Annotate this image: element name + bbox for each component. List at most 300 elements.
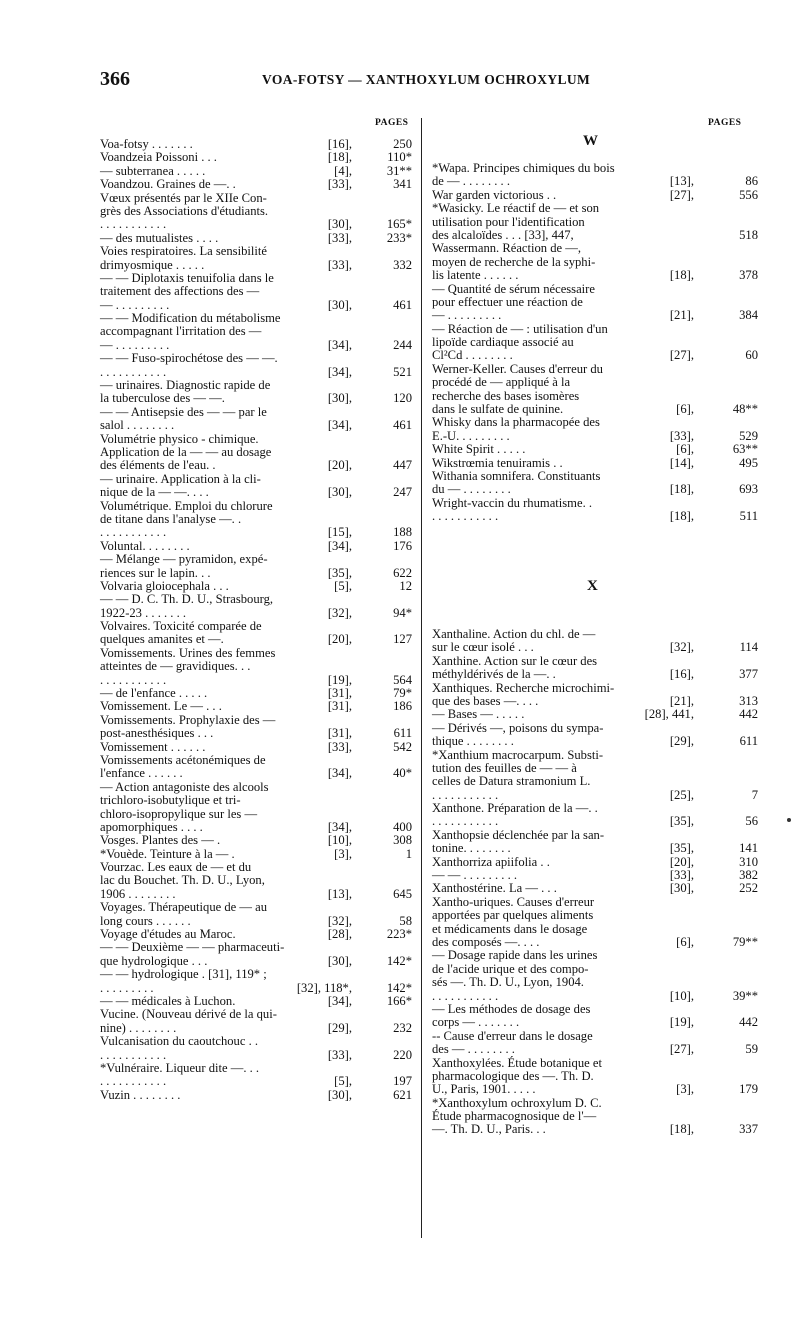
index-line (432, 1015, 758, 1030)
index-text: — . . . . . . . . . (100, 337, 170, 352)
index-text: . . . . . . . . . . . (100, 672, 167, 687)
index-text: apportées par quelques aliments (432, 908, 594, 923)
index-line (100, 339, 410, 352)
index-line (432, 854, 758, 869)
index-line (432, 455, 758, 470)
index-text: Cl²Cd . . . . . . . . (432, 348, 513, 363)
index-text: Xanthoxylées. Étude botanique et (432, 1055, 602, 1070)
index-text: recherche des bases isomères (432, 388, 580, 403)
index-page: 247 (393, 485, 412, 500)
index-text: — Bases — . . . . . (432, 707, 525, 722)
index-line (100, 647, 410, 660)
index-ref: [35], (669, 814, 694, 829)
index-text: Werner-Keller. Causes d'erreur du (432, 361, 603, 376)
index-page: 611 (739, 734, 758, 749)
index-text: et médicaments dans le dosage (432, 921, 588, 936)
index-line (100, 392, 410, 405)
index-line (432, 428, 758, 443)
index-ref: [16], (669, 667, 694, 682)
index-page: 310 (739, 854, 758, 869)
index-line (100, 674, 410, 687)
index-line (100, 178, 410, 191)
index-page: 179 (739, 1082, 758, 1097)
index-ref: [27], (669, 1042, 694, 1057)
index-ref: [19], (327, 672, 352, 687)
running-head: VOA-FOTSY — XANTHOXYLUM OCHROXYLUM (262, 72, 591, 87)
index-text: corps — . . . . . . . (432, 1015, 520, 1030)
index-line (432, 775, 752, 788)
index-text: War garden victorious . . (432, 187, 557, 202)
index-line (432, 296, 752, 309)
index-line (100, 794, 410, 807)
index-line (100, 1089, 410, 1102)
index-text: Voandzeia Poissoni . . . (100, 150, 217, 165)
index-line (100, 500, 410, 513)
index-text: Vuzin . . . . . . . . (100, 1087, 181, 1102)
index-ref: [33], (327, 230, 352, 245)
index-line (100, 941, 410, 954)
index-text: Xanthaline. Action du chl. de — (432, 627, 596, 641)
index-line (100, 205, 410, 218)
index-line (100, 513, 410, 526)
index-text: — Réaction de — : utilisation d'un (432, 321, 608, 336)
index-text: trichloro-isobutylique et tri- (100, 793, 241, 808)
index-line (100, 245, 410, 258)
index-line (100, 192, 410, 205)
index-page: 176 (393, 538, 412, 553)
index-text: long cours . . . . . . (100, 913, 191, 928)
index-ref: [30], (327, 391, 352, 406)
index-line (100, 138, 410, 151)
index-text: Vucine. (Nouveau dérivé de la qui- (100, 1007, 277, 1022)
index-page: 165* (386, 217, 412, 232)
index-page: 79* (393, 686, 412, 701)
index-line (100, 580, 410, 593)
index-ref: [32], (327, 605, 352, 620)
index-line (432, 442, 758, 457)
index-line (432, 667, 758, 682)
index-text: Vourzac. Les eaux de — et du (100, 860, 252, 875)
index-line (100, 540, 410, 553)
index-text: thique . . . . . . . . (432, 734, 514, 749)
index-line (100, 995, 410, 1008)
index-page: 244 (393, 337, 412, 352)
index-text: *Wapa. Principes chimiques du bois (432, 161, 615, 175)
index-line (100, 834, 410, 847)
index-line (100, 312, 410, 325)
index-page: 400 (393, 819, 412, 834)
index-page: 313 (739, 693, 758, 708)
index-text: — — Modification du métabolisme (100, 311, 281, 326)
index-ref: [10], (327, 833, 352, 848)
index-page: 233* (386, 230, 412, 245)
index-line (432, 216, 752, 229)
index-text: des éléments de l'eau. . (100, 458, 216, 473)
index-text: E.-U. . . . . . . . . (432, 428, 510, 443)
index-text: — urinaire. Application à la cli- (100, 471, 261, 486)
index-line (432, 693, 758, 708)
index-ref: [6], (676, 402, 694, 417)
index-page: 1 (405, 846, 412, 861)
index-text: — — médicales à Luchon. (100, 994, 236, 1008)
index-line (100, 218, 410, 231)
index-ref: [33], (669, 428, 694, 443)
index-text: 1906 . . . . . . . . (100, 886, 176, 901)
index-text: drimyosmique . . . . . (100, 257, 205, 272)
index-text: de — . . . . . . . . (432, 174, 511, 189)
index-line (432, 227, 758, 242)
index-ref: [29], (669, 734, 694, 749)
index-text: . . . . . . . . . . . (432, 988, 499, 1003)
index-line (432, 363, 752, 376)
index-ref: [28], (327, 927, 352, 942)
index-ref: [19], (669, 1015, 694, 1030)
index-text: pharmacologique des —. Th. D. (432, 1068, 594, 1083)
index-text: Wikstrœmia tenuiramis . . (432, 455, 563, 470)
index-text: *Wasicky. Le réactif de — et son (432, 201, 600, 216)
index-text: . . . . . . . . . . . (432, 509, 499, 524)
index-text: Wright-vaccin du rhumatisme. . (432, 495, 593, 510)
index-ref: [5], (334, 1074, 352, 1089)
index-text: Vosges. Plantes des — . (100, 833, 221, 848)
index-text: Xanthorriza apiifolia . . (432, 854, 550, 869)
index-ref: [31], (327, 726, 352, 741)
margin-dot (787, 818, 791, 822)
index-ref: [35], (669, 841, 694, 856)
index-ref: [13], (327, 886, 352, 901)
index-ref: [14], (669, 455, 694, 470)
index-text: lis latente . . . . . . (432, 268, 519, 283)
index-ref: [30], (327, 1087, 352, 1102)
index-text: Xanthone. Préparation de la —. . (432, 801, 598, 816)
index-text: — — . . . . . . . . . (432, 868, 518, 883)
index-line (432, 976, 752, 989)
index-line (432, 162, 752, 175)
index-page: 7 (751, 787, 758, 802)
index-line (432, 881, 758, 896)
index-line (432, 174, 758, 189)
index-text: tonine. . . . . . . . (432, 841, 511, 856)
index-text: 1922-23 . . . . . . . (100, 605, 187, 620)
index-line (100, 861, 410, 874)
index-text: Volvaria gloiocephala . . . (100, 578, 229, 593)
index-page: 110* (387, 150, 412, 165)
index-ref: [6], (676, 442, 694, 457)
index-line (100, 1049, 410, 1062)
index-page: 252 (739, 881, 758, 896)
index-text: sur le cœur isolé . . . (432, 640, 534, 655)
index-line (432, 242, 752, 255)
index-line (100, 593, 410, 606)
index-text: U., Paris, 1901. . . . . (432, 1082, 536, 1097)
index-line (432, 1003, 752, 1016)
index-text: — des mutualistes . . . . (100, 230, 219, 245)
index-line (100, 955, 410, 968)
index-text: tution des feuilles de — — à (432, 760, 577, 775)
index-line (100, 968, 410, 981)
index-line (100, 741, 410, 754)
index-page: 461 (393, 418, 412, 433)
index-page: 232 (393, 1020, 412, 1035)
index-text: lipoïde cardiaque associé au (432, 335, 574, 350)
pages-label-left: PAGES (375, 118, 409, 128)
index-line (100, 473, 410, 486)
index-ref: [30], (327, 485, 352, 500)
index-text: moyen de recherche de la syphi- (432, 254, 596, 269)
index-text: — — D. C. Th. D. U., Strasbourg, (100, 592, 274, 607)
index-text: traitement des affections des — (100, 284, 260, 299)
w-entries (432, 161, 758, 524)
index-ref: [27], (669, 187, 694, 202)
index-text: — Les méthodes de dosage des (432, 1001, 591, 1016)
index-ref: [33], (327, 739, 352, 754)
index-ref: [30], (669, 881, 694, 896)
column-divider (421, 118, 422, 1238)
index-line (100, 406, 410, 419)
index-text: Voluntal. . . . . . . . (100, 538, 190, 553)
index-line (100, 687, 410, 700)
index-page: 63** (732, 442, 758, 457)
index-page: 337 (739, 1122, 758, 1137)
index-text: Volvaires. Toxicité comparée de (100, 619, 262, 634)
index-line (100, 1035, 410, 1048)
index-text: utilisation pour l'identification (432, 214, 585, 229)
index-page: 86 (745, 174, 758, 189)
index-ref: [33], (327, 177, 352, 192)
index-text: Étude pharmacognosique de l'— (432, 1109, 597, 1124)
index-text: que des bases —. . . . (432, 693, 539, 708)
index-line (432, 814, 758, 829)
index-text: —. Th. D. U., Paris. . . (432, 1122, 546, 1137)
index-text: méthyldérivés de la —. . (432, 667, 556, 682)
index-line (100, 526, 410, 539)
index-page: 693 (739, 482, 758, 497)
index-line (432, 1030, 752, 1043)
index-text: salol . . . . . . . . (100, 418, 175, 433)
index-text: l'enfance . . . . . . (100, 766, 183, 781)
index-line (100, 607, 410, 620)
index-page: 79** (732, 934, 758, 949)
index-page: 542 (393, 739, 412, 754)
index-text: Withania somnifera. Constituants (432, 468, 601, 483)
index-line (100, 567, 410, 580)
index-text: grès des Associations d'étudiants. (100, 203, 269, 218)
index-line (432, 482, 758, 497)
index-text: nique de la — —. . . . (100, 485, 209, 500)
index-ref: [34], (327, 538, 352, 553)
index-page: 332 (393, 257, 412, 272)
index-line (100, 299, 410, 312)
index-text: Application de la — — au dosage (100, 444, 272, 459)
index-ref: [30], (327, 297, 352, 312)
index-text: Volumétrique. Emploi du chlorure (100, 498, 273, 513)
index-ref: [33], (327, 257, 352, 272)
index-ref: [31], (327, 699, 352, 714)
index-text: — de l'enfance . . . . . (100, 686, 208, 701)
index-line (100, 272, 410, 285)
index-page: 645 (393, 886, 412, 901)
index-text: que hydrologique . . . (100, 953, 208, 968)
index-line (432, 348, 758, 363)
left-entries (100, 138, 410, 1102)
index-text: Xanthine. Action sur le cœur des (432, 653, 598, 668)
index-text: Vomissements. Urines des femmes (100, 645, 276, 660)
index-page: 382 (739, 868, 758, 883)
index-page: 223* (386, 927, 412, 942)
index-ref: [20], (327, 458, 352, 473)
index-text: . . . . . . . . . . . (100, 217, 167, 232)
index-text: — Dosage rapide dans les urines (432, 948, 598, 963)
index-line (432, 1110, 752, 1123)
index-line (100, 660, 410, 673)
index-text: Volumétrie physico - chimique. (100, 431, 259, 446)
index-line (432, 722, 752, 735)
index-ref: [10], (669, 988, 694, 1003)
index-text: Voandzou. Graines de —. . (100, 177, 236, 192)
index-page: 621 (393, 1087, 412, 1102)
index-line (432, 283, 752, 296)
section-letter-w: W (583, 133, 598, 149)
index-text: procédé de — appliqué à la (432, 375, 571, 390)
index-text: — Quantité de sérum nécessaire (432, 281, 595, 296)
index-ref: [16], (327, 137, 352, 151)
index-page: 56 (745, 814, 758, 829)
index-page: 250 (393, 137, 412, 151)
index-page: 12 (399, 578, 412, 593)
index-line (432, 1097, 752, 1110)
index-page: 556 (739, 187, 758, 202)
index-line (100, 259, 410, 272)
index-page: 48** (732, 402, 758, 417)
index-text: riences sur le lapin. . . (100, 565, 211, 580)
index-text: Vulcanisation du caoutchouc . . (100, 1034, 259, 1049)
index-ref: [5], (334, 578, 352, 593)
index-text: Voyage d'études au Maroc. (100, 927, 236, 942)
index-line (432, 390, 752, 403)
index-line (100, 874, 410, 887)
index-ref: [20], (327, 632, 352, 647)
index-line (100, 1075, 410, 1088)
index-text: de titane dans l'analyse —. . (100, 511, 242, 526)
index-text: Vomissement. Le — . . . (100, 699, 222, 714)
index-line (100, 982, 410, 995)
index-line (100, 352, 410, 365)
index-text: Vœux présentés par le XIIe Con- (100, 190, 267, 205)
index-text: — . . . . . . . . . (100, 297, 170, 312)
index-text: la tuberculose des — —. (100, 391, 225, 406)
index-line (432, 256, 752, 269)
index-page: 186 (393, 699, 412, 714)
index-ref: [30], (327, 953, 352, 968)
index-line (432, 841, 758, 856)
index-line (432, 402, 758, 417)
index-line (100, 1008, 410, 1021)
index-line (100, 620, 410, 633)
index-text: Xanthopsie déclenchée par la san- (432, 827, 605, 842)
index-text: — urinaires. Diagnostic rapide de (100, 378, 271, 393)
index-text: nine) . . . . . . . . (100, 1020, 177, 1035)
page-number: 366 (100, 68, 130, 90)
index-text: post-anesthésiques . . . (100, 726, 214, 741)
index-line (432, 470, 752, 483)
index-line (432, 416, 752, 429)
section-letter-x: X (587, 578, 598, 594)
index-ref: [28], 441, (644, 707, 694, 722)
index-text: accompagnant l'irritation des — (100, 324, 262, 339)
index-line (432, 868, 758, 883)
index-page: 341 (393, 177, 412, 192)
index-text: — — hydrologique . [31], 119* ; (100, 967, 267, 982)
index-ref: [30], (327, 217, 352, 232)
index-line (432, 509, 758, 524)
index-page: 611 (393, 726, 412, 741)
index-ref: [33], (327, 1047, 352, 1062)
index-ref: [4], (334, 163, 352, 178)
index-page: 31** (386, 163, 412, 178)
index-text: *Xanthium macrocarpum. Substi- (432, 747, 604, 762)
index-page: 378 (739, 268, 758, 283)
page-header (0, 68, 800, 96)
index-text: *Xanthoxylum ochroxylum D. C. (432, 1095, 602, 1110)
index-page: 60 (745, 348, 758, 363)
index-ref: [6], (676, 934, 694, 949)
index-page: 308 (393, 833, 412, 848)
index-line (100, 888, 410, 901)
index-text: . . . . . . . . . (100, 980, 154, 995)
index-text: Xanthostérine. La — . . . (432, 881, 557, 896)
index-line (432, 749, 752, 762)
index-line (432, 988, 758, 1003)
index-page: 529 (739, 428, 758, 443)
index-text: White Spirit . . . . . (432, 442, 526, 457)
index-page: 564 (393, 672, 412, 687)
index-page: 114 (739, 640, 758, 655)
index-line (100, 821, 410, 834)
index-line (100, 714, 410, 727)
pages-label-right: PAGES (708, 118, 742, 128)
index-text: . . . . . . . . . . . (100, 1074, 167, 1089)
index-line (432, 923, 752, 936)
index-ref: [3], (334, 846, 352, 861)
index-line (100, 1062, 410, 1075)
index-line (432, 336, 752, 349)
index-ref: [34], (327, 766, 352, 781)
index-ref: [34], (327, 819, 352, 834)
index-page: 384 (739, 308, 758, 323)
index-ref: [35], (327, 565, 352, 580)
index-text: Vomissements. Prophylaxie des — (100, 712, 276, 727)
index-line (100, 486, 410, 499)
index-ref: [13], (669, 174, 694, 189)
index-line (432, 308, 758, 323)
index-page: 622 (393, 565, 412, 580)
index-text: Vomissements acétonémiques de (100, 752, 266, 767)
index-line (432, 909, 752, 922)
index-line (432, 1057, 752, 1070)
index-line (432, 734, 758, 749)
index-ref: [32], (327, 913, 352, 928)
index-text: — Mélange — pyramidon, expé- (100, 552, 268, 567)
index-text: des alcaloïdes . . . [33], 447, (432, 227, 574, 242)
index-ref: [21], (669, 693, 694, 708)
index-line (100, 419, 410, 432)
index-text: des composés —. . . . (432, 934, 540, 949)
index-page: 511 (739, 509, 758, 524)
index-text: — . . . . . . . . . (432, 308, 502, 323)
index-text: Vomissement . . . . . . (100, 739, 206, 754)
index-text: — Action antagoniste des alcools (100, 779, 269, 794)
index-line (100, 808, 410, 821)
